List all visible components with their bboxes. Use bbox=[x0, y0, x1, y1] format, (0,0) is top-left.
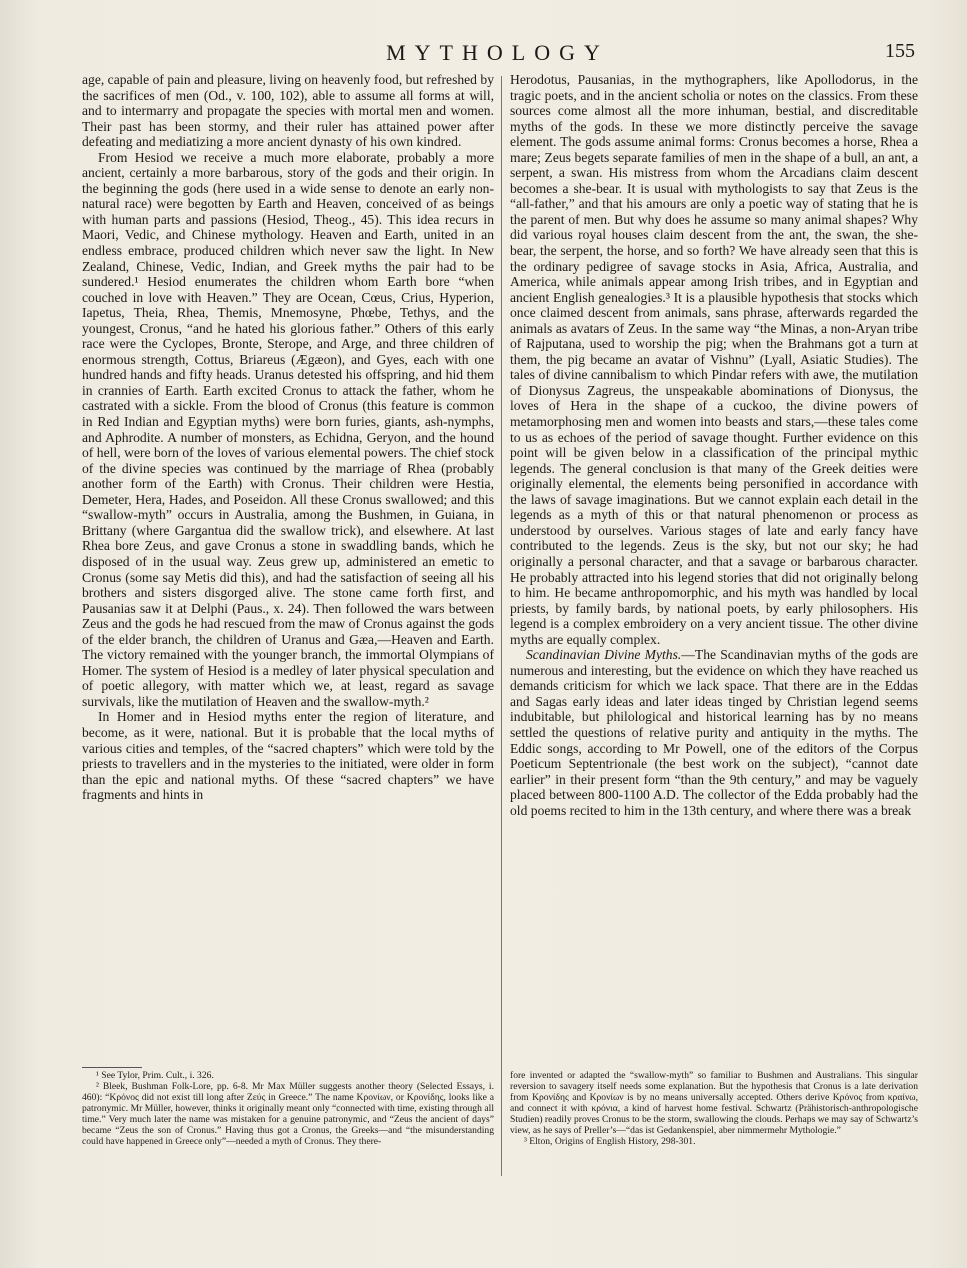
footnote-rule bbox=[82, 1067, 142, 1068]
left-column bbox=[82, 72, 494, 803]
paragraph: age, capable of pain and pleasure, living on heavenly food, but refreshed by the sacrifices of men (Od., v. 100, 102), able to assume all forms at will, and to intermarry and propagate the species with mortal men and women. Their past has been stormy, and their ruler has attained power after defeating and mediatizing a more ancient dynasty of his own kindred. bbox=[82, 72, 494, 150]
running-head bbox=[80, 40, 915, 70]
footnote: ¹ See Tylor, Prim. Cult., i. 326. bbox=[96, 1070, 214, 1081]
footnote: ² Bleek, Bushman Folk-Lore, pp. 6-8. Mr Max Müller suggests another theory (Selected Essays, i. 460): “Kρόνος did not exist till long after Zεύς in Greece.” The name Kρονίων, or Kρονίδης, looks like a patronymic. Mr Müller, however, thinks it originally meant only “connected with time, existing through all time.” Very much later the name was mistaken for a genuine patronymic, and “Zeus the ancient of days” became “Zeus the son of Cronus.” Having thus got a Cronus, the Greeks—and “the misunderstanding could have happened in Greece only”—needed a myth of Cronus. They there- bbox=[82, 1081, 494, 1147]
section-heading: Scandinavian Divine Myths. bbox=[526, 647, 682, 663]
paragraph bbox=[510, 647, 918, 818]
page-number: 155 bbox=[885, 40, 915, 62]
paragraph: In Homer and in Hesiod myths enter the region of literature, and become, as it were, national. But it is probable that the local myths of various cities and temples, of the “sacred chapters” which were told by the priests to travellers and in the mysteries to the initiated, were older in form than the epic and national myths. Of these “sacred chapters” we have fragments and hints in bbox=[82, 709, 494, 803]
footnote: fore invented or adapted the “swallow-myth” so familiar to Bushmen and Australians. This singular reversion to savagery itself needs some explanation. But the hypothesis that Cronus is a late derivation from Kρονίδης and Kρονίων is by no means universally accepted. Others derive Kρόνος from κραίνω, and connect it with κρόνια, a kind of harvest home festival. Schwartz (Prähistorisch-anthropologische Studien) readily proves Cronus to be the storm, swallowing the clouds. Perhaps we may say of Schwartz’s view, as he says of Preller’s—“das ist Gedankenspiel, aber nimmermehr Mythologie.” bbox=[510, 1070, 918, 1136]
running-title: MYTHOLOGY bbox=[386, 40, 609, 65]
footnotes-left bbox=[82, 1070, 494, 1147]
paragraph: From Hesiod we receive a much more elaborate, probably a more ancient, certainly a more barbarous, story of the gods and their origin. In the beginning the gods (here used in a wide sense to denote an early non-natural race) were begotten by Earth and Heaven, conceived of as beings with human parts and passions (Hesiod, Theog., 45). This idea recurs in Maori, Vedic, and Chinese mythology. Heaven and Earth, united in an endless embrace, produced children which never saw the light. In New Zealand, Chinese, Vedic, Indian, and Greek myths the pair had to be sundered.¹ Hesiod enumerates the children whom Earth bore “when couched in love with Heaven.” They are Ocean, Cœus, Crius, Hyperion, Iapetus, Theia, Rhea, Themis, Mnemosyne, Phœbe, Tethys, and the youngest, Cronus, “and he hated his glorious father.” Others of this early race were the Cyclopes, Bronte, Sterope, and Arge, and three children of enormous strength, Cottus, Briareus (Ægæon), and Gyes, each with one hundred hands and fifty heads. Uranus detested his offspring, and hid them in crannies of Earth. Earth excited Cronus to attack the father, whom he castrated with a sickle. From the blood of Cronus (this feature is common in Red Indian and Egyptian myths) were born furies, giants, ash-nymphs, and Aphrodite. A number of monsters, as Echidna, Geryon, and the hound of hell, were born of the loves of various elemental powers. The chief stock of the divine species was continued by the marriage of Rhea (probably another form of the Earth) with Cronus. Their children were Hestia, Demeter, Hera, Hades, and Poseidon. All these Cronus swallowed; and this “swallow-myth” occurs in Australia, among the Bushmen, in Guiana, in Brittany (where Gargantua did the swallow trick), and elsewhere. At last Rhea bore Zeus, and gave Cronus a stone in swaddling bands, which he disposed of in the usual way. Zeus grew up, administered an emetic to Cronus (some say Metis did this), and had the satisfaction of seeing all his brothers and sisters disgorged alive. The stone came forth first, and Pausanias saw it at Delphi (Paus., x. 24). Then followed the wars between Zeus and the gods he had rescued from the maw of Cronus against the gods of the elder branch, the children of Uranus and Gæa,—Heaven and Earth. The victory remained with the younger branch, the immortal Olympians of Homer. The system of Hesiod is a medley of later physical speculation and of poetic allegory, with matter which we, at least, regard as savage survivals, like the mutilation of Heaven and the swallow-myth.² bbox=[82, 149, 494, 709]
footnotes-right bbox=[510, 1070, 918, 1147]
paragraph: Herodotus, Pausanias, in the mythographers, like Apollodorus, in the tragic poets, and in the ancient scholia or notes on the classics. From these sources come almost all the more inhuman, bestial, and discreditable myths of the gods. In these we more distinctly perceive the savage element. The gods assume animal forms: Cronus becomes a horse, Rhea a mare; Zeus begets separate families of men in the shape of a bull, an ant, a serpent, a swan. His mistress from whom the Arcadians claim descent becomes a she-bear. It is usual with mythologists to say that Zeus is the “all-father,” and that his amours are only a poetic way of stating that he is the parent of men. But why does he assume so many animal shapes? Why did various royal houses claim descent from the ant, the swan, the she-bear, the serpent, the horse, and so forth? We have already seen that this is the ordinary pedigree of savage stocks in Asia, Africa, Australia, and America, while animals appear among Irish tribes, and in Egyptian and ancient English genealogies.³ It is a plausible hypothesis that stocks which once claimed descent from animals, sans phrase, afterwards regarded the animals as avatars of Zeus. In the same way “the Minas, a non-Aryan tribe of Rajputana, used to worship the pig; when the Brahmans got a turn at them, the pig became an avatar of Vishnu” (Lyall, Asiatic Studies). The tales of divine cannibalism to which Pindar refers with awe, the mutilation of Dionysus Zagreus, the unspeakable abominations of Dionysus, the loves of Hera in the shape of a cuckoo, the divine powers of metamorphosing men and women into beasts and stars,—these tales come to us as echoes of the period of savage thought. Further evidence on this point will be given below in a classification of the principal mythic legends. The general conclusion is that many of the Greek deities were originally elemental, the elements being personified in accordance with the laws of savage imaginations. But we cannot explain each detail in the legends as a myth of this or that natural phenomenon or process as understood by ourselves. Various stages of late and early fancy have contributed to the legends. Zeus is the sky, but not our sky; he had originally a personal character, and that a savage or barbarous character. He probably attracted into his legend stories that did not originally belong to him. He became anthropomorphic, and his myth was handled by local priests, by family bards, by national poets, by early philosophers. His legend is a complex embroidery on a very ancient tissue. The other divine myths are equally complex. bbox=[510, 72, 918, 647]
footnote: ³ Elton, Origins of English History, 298-301. bbox=[524, 1136, 696, 1147]
paragraph-text: —The Scandinavian myths of the gods are numerous and interesting, but the evidence on which they have reached us demands criticism for which we lack space. That there are in the Eddas and Sagas early ideas and later ideas tinged by Christian legend seems indubitable, but philological and historical learning has by no means settled the questions of relative purity and antiquity in the myths. The Eddic songs, according to Mr Powell, one of the editors of the Corpus Poeticum Septentrionale (the best work on the subject), “cannot date earlier” in their present form “than the 9th century,” and may be vaguely placed between 800-1100 A.D. The collector of the Edda probably had the old poems recited to him in the 13th century, and where there was a break bbox=[510, 647, 918, 818]
column-divider bbox=[501, 76, 502, 1176]
right-column bbox=[510, 72, 918, 818]
